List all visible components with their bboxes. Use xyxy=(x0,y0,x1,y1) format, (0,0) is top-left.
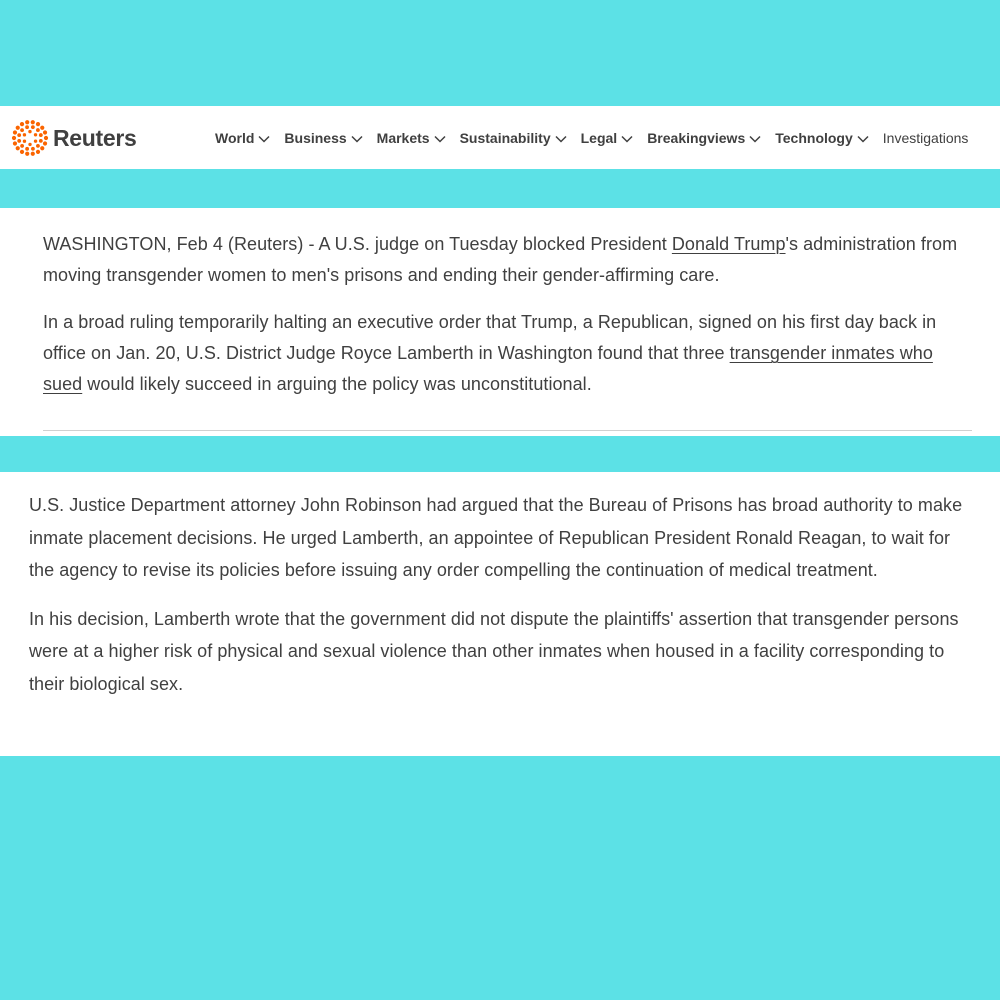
nav-item-sustainability[interactable] xyxy=(460,130,567,146)
chevron-down-icon xyxy=(434,130,446,146)
chevron-down-icon xyxy=(749,130,761,146)
nav-item-label: Technology xyxy=(775,129,853,146)
nav-item-label: World xyxy=(215,129,255,146)
nav-item-technology[interactable] xyxy=(775,130,869,146)
paragraph-text: would likely succeed in arguing the policy was unconstitutional. xyxy=(82,374,592,394)
paragraph-text: In a broad ruling temporarily halting an executive order that Trump, a Republican, signed on his first day back in office on Jan. 20, U.S. District Judge Royce Lamberth in Washington found that three xyxy=(43,312,937,363)
chevron-down-icon xyxy=(258,130,270,146)
main-nav xyxy=(215,106,968,169)
chevron-down-icon xyxy=(857,130,869,146)
chevron-down-icon xyxy=(621,130,633,146)
chevron-down-icon xyxy=(555,130,567,146)
reuters-logo[interactable] xyxy=(11,118,137,158)
nav-item-label: Markets xyxy=(376,129,430,146)
nav-item-breakingviews[interactable] xyxy=(647,130,761,146)
reuters-logo-icon xyxy=(11,119,49,157)
nav-item-label: Sustainability xyxy=(459,129,551,146)
article-paragraph-3: U.S. Justice Department attorney John Robinson had argued that the Bureau of Prisons has broad authority to make inmate placement decisions. He urged Lamberth, an appointee of Republican President Ronald Reagan, to wait for the agency to revise its policies before issuing any order compelling the continuation of medical treatment. xyxy=(29,495,963,580)
article-paragraph-1 xyxy=(43,229,972,291)
nav-item-label: Breakingviews xyxy=(647,129,746,146)
divider xyxy=(43,430,972,431)
article-paragraph-4: In his decision, Lamberth wrote that the government did not dispute the plaintiffs' assertion that transgender persons were at a higher risk of physical and sexual violence than other inmates when housed in a facility corresponding to their biological sex. xyxy=(29,608,959,694)
transgender-inmates-link[interactable]: transgender inmates who sued xyxy=(43,343,933,394)
nav-item-label: Investigations xyxy=(882,129,969,146)
nav-item-investigations[interactable] xyxy=(883,130,969,146)
article-panel-bottom xyxy=(0,472,1000,756)
article-panel-top xyxy=(0,208,1000,436)
nav-item-world[interactable] xyxy=(215,130,270,146)
nav-item-markets[interactable] xyxy=(377,130,446,146)
paragraph-text: WASHINGTON, Feb 4 (Reuters) - A U.S. judge on Tuesday blocked President xyxy=(43,234,672,254)
nav-item-label: Business xyxy=(284,129,347,146)
nav-item-business[interactable] xyxy=(284,130,362,146)
article-paragraph-2 xyxy=(43,307,972,400)
paragraph-text: 's administration from moving transgender women to men's prisons and ending their gender-affirming care. xyxy=(43,234,958,285)
nav-item-label: Legal xyxy=(580,129,618,146)
brand-name: Reuters xyxy=(53,124,137,151)
donald-trump-link[interactable]: Donald Trump xyxy=(671,234,786,254)
nav-item-legal[interactable] xyxy=(581,130,634,146)
chevron-down-icon xyxy=(351,130,363,146)
site-header xyxy=(0,106,1000,169)
